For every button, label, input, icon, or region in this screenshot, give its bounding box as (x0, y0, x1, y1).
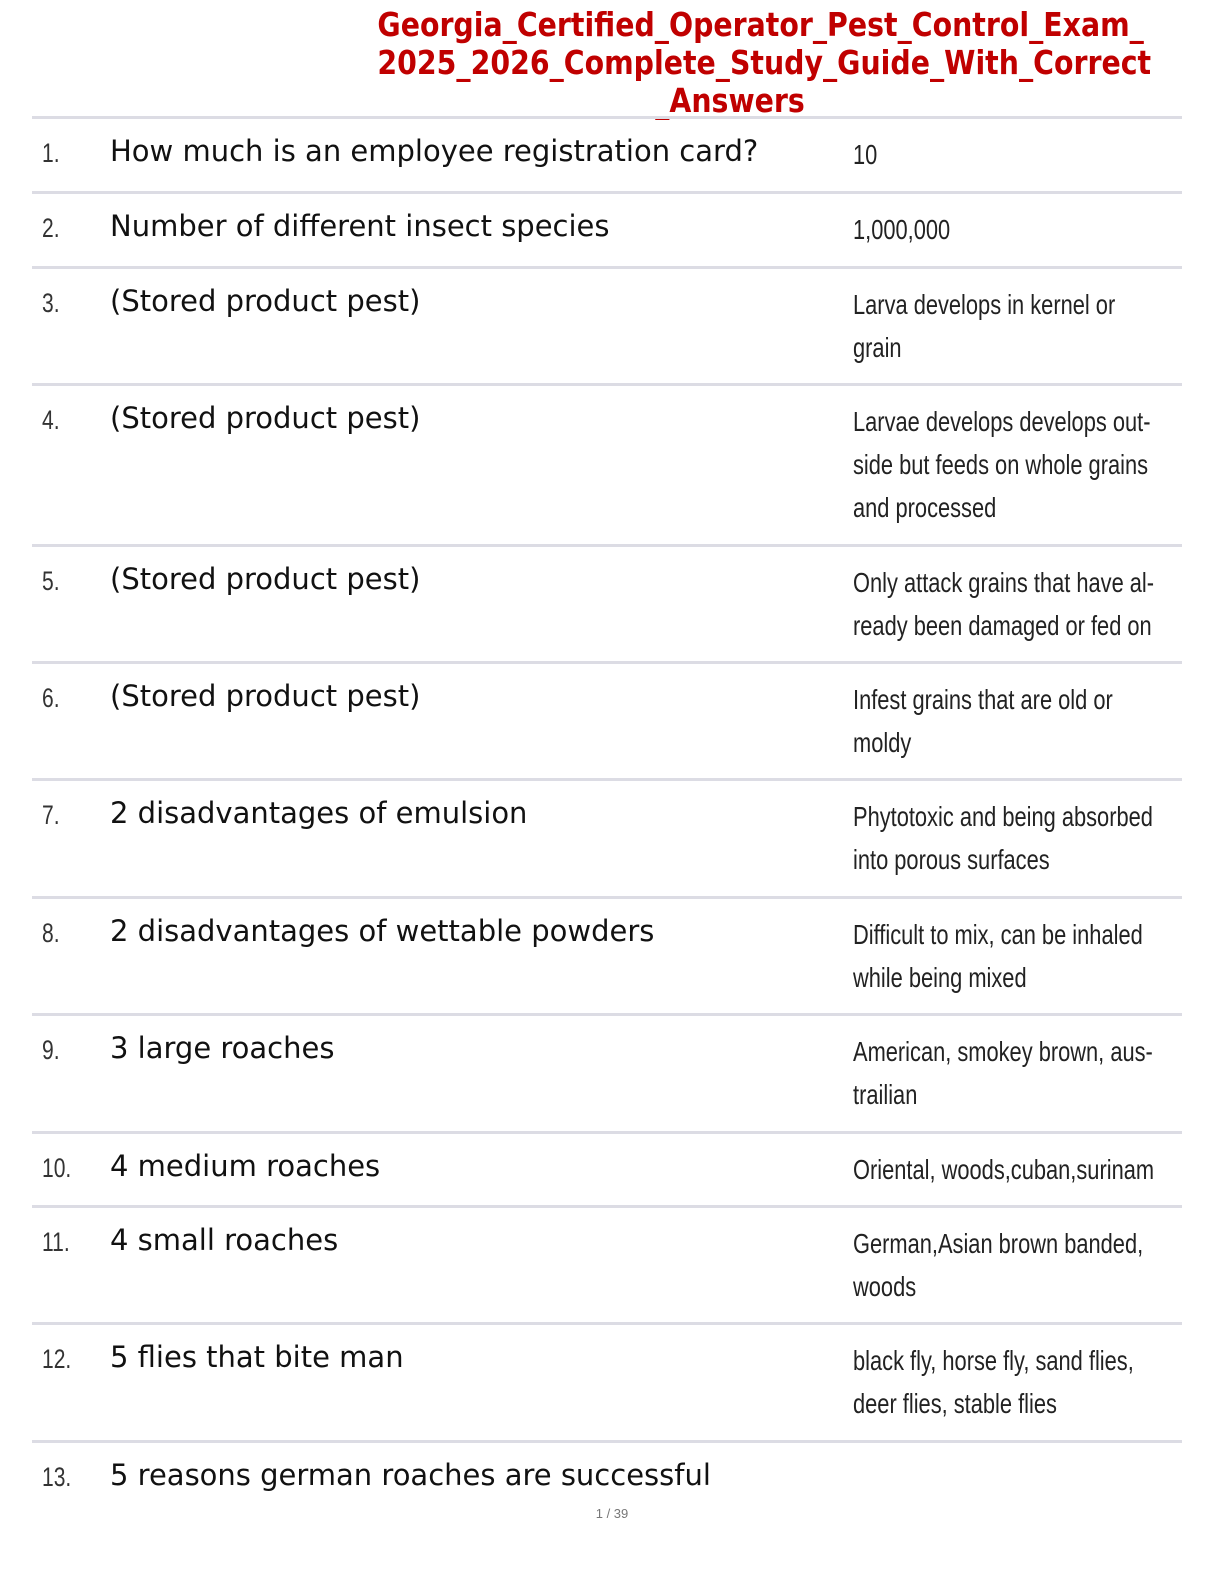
question-text: (Stored product pest) (110, 284, 421, 318)
title-line: Georgia_Certified_Operator_Pest_Control_Exam_ (377, 5, 1144, 44)
answer-text (853, 795, 1157, 881)
answer-line: Larva develops in kernel or (853, 289, 1116, 320)
question-row (32, 1325, 1182, 1443)
answer-line: Infest grains that are old or (853, 684, 1113, 715)
answer-text (853, 1148, 1157, 1191)
question-number: 1. (42, 138, 60, 168)
question-text: (Stored product pest) (110, 679, 421, 713)
answer-line: moldy (853, 727, 912, 758)
question-row (32, 1443, 1182, 1505)
question-number: 11. (42, 1227, 70, 1257)
question-text: 5 reasons german roaches are successful (110, 1458, 711, 1492)
question-number: 8. (42, 918, 60, 948)
answer-line: and processed (853, 492, 997, 523)
question-number: 5. (42, 566, 60, 596)
answer-line: trailian (853, 1079, 918, 1110)
question-number: 9. (42, 1035, 60, 1065)
question-row (32, 781, 1182, 899)
answer-text (853, 133, 1157, 176)
question-row (32, 386, 1182, 547)
answer-text (853, 208, 1157, 251)
answer-line: Larvae develops develops out- (853, 406, 1151, 437)
question-number: 7. (42, 800, 60, 830)
answer-line: American, smokey brown, aus- (853, 1036, 1153, 1067)
question-list (32, 116, 1182, 1505)
question-row (32, 194, 1182, 269)
question-row (32, 1134, 1182, 1208)
question-number: 12. (42, 1344, 72, 1374)
question-number: 10. (42, 1153, 72, 1183)
answer-line: into porous surfaces (853, 844, 1050, 875)
answer-line: deer flies, stable flies (853, 1388, 1057, 1419)
question-text: 2 disadvantages of emulsion (110, 796, 528, 830)
answer-line: black fly, horse fly, sand flies, (853, 1345, 1134, 1376)
question-row (32, 1208, 1182, 1325)
question-number: 6. (42, 683, 60, 713)
answer-line: Difficult to mix, can be inhaled (853, 919, 1143, 950)
question-number: 4. (42, 405, 60, 435)
answer-line: side but feeds on whole grains (853, 449, 1149, 480)
answer-text (853, 678, 1157, 764)
question-text: 2 disadvantages of wettable powders (110, 914, 655, 948)
question-row (32, 899, 1182, 1016)
answer-text (853, 1030, 1157, 1116)
answer-text (853, 400, 1157, 529)
page-indicator: 1 / 39 (595, 1506, 629, 1521)
answer-text (853, 561, 1157, 647)
question-text: (Stored product pest) (110, 562, 421, 596)
question-text: How much is an employee registration card? (110, 134, 759, 168)
question-number: 13. (42, 1462, 72, 1492)
answer-text (853, 1339, 1157, 1425)
question-row (32, 119, 1182, 194)
question-text: 4 small roaches (110, 1223, 339, 1257)
answer-line: Oriental, woods,cuban,surinam (853, 1154, 1155, 1185)
question-row (32, 664, 1182, 781)
answer-line: 1,000,000 (853, 214, 951, 245)
answer-text (853, 283, 1157, 369)
question-row (32, 269, 1182, 386)
document-title (377, 5, 1152, 120)
question-text: 4 medium roaches (110, 1149, 381, 1183)
question-row (32, 547, 1182, 664)
answer-line: Phytotoxic and being absorbed (853, 801, 1153, 832)
question-number: 2. (42, 213, 60, 243)
answer-line: woods (853, 1271, 917, 1302)
answer-line: 10 (853, 139, 878, 170)
question-number: 3. (42, 288, 60, 318)
question-text: Number of different insect species (110, 209, 610, 243)
title-line: 2025_2026_Complete_Study_Guide_With_Correct (377, 43, 1152, 82)
question-text: (Stored product pest) (110, 401, 421, 435)
answer-line: grain (853, 332, 902, 363)
answer-line: ready been damaged or fed on (853, 610, 1152, 641)
question-row (32, 1016, 1182, 1134)
answer-line: while being mixed (853, 962, 1027, 993)
answer-line: Only attack grains that have al- (853, 567, 1155, 598)
answer-text (853, 913, 1157, 999)
question-text: 3 large roaches (110, 1031, 335, 1065)
answer-line: German,Asian brown banded, (853, 1228, 1144, 1259)
title-line: _Answers (655, 81, 805, 120)
question-text: 5 flies that bite man (110, 1340, 404, 1374)
answer-text (853, 1222, 1157, 1308)
